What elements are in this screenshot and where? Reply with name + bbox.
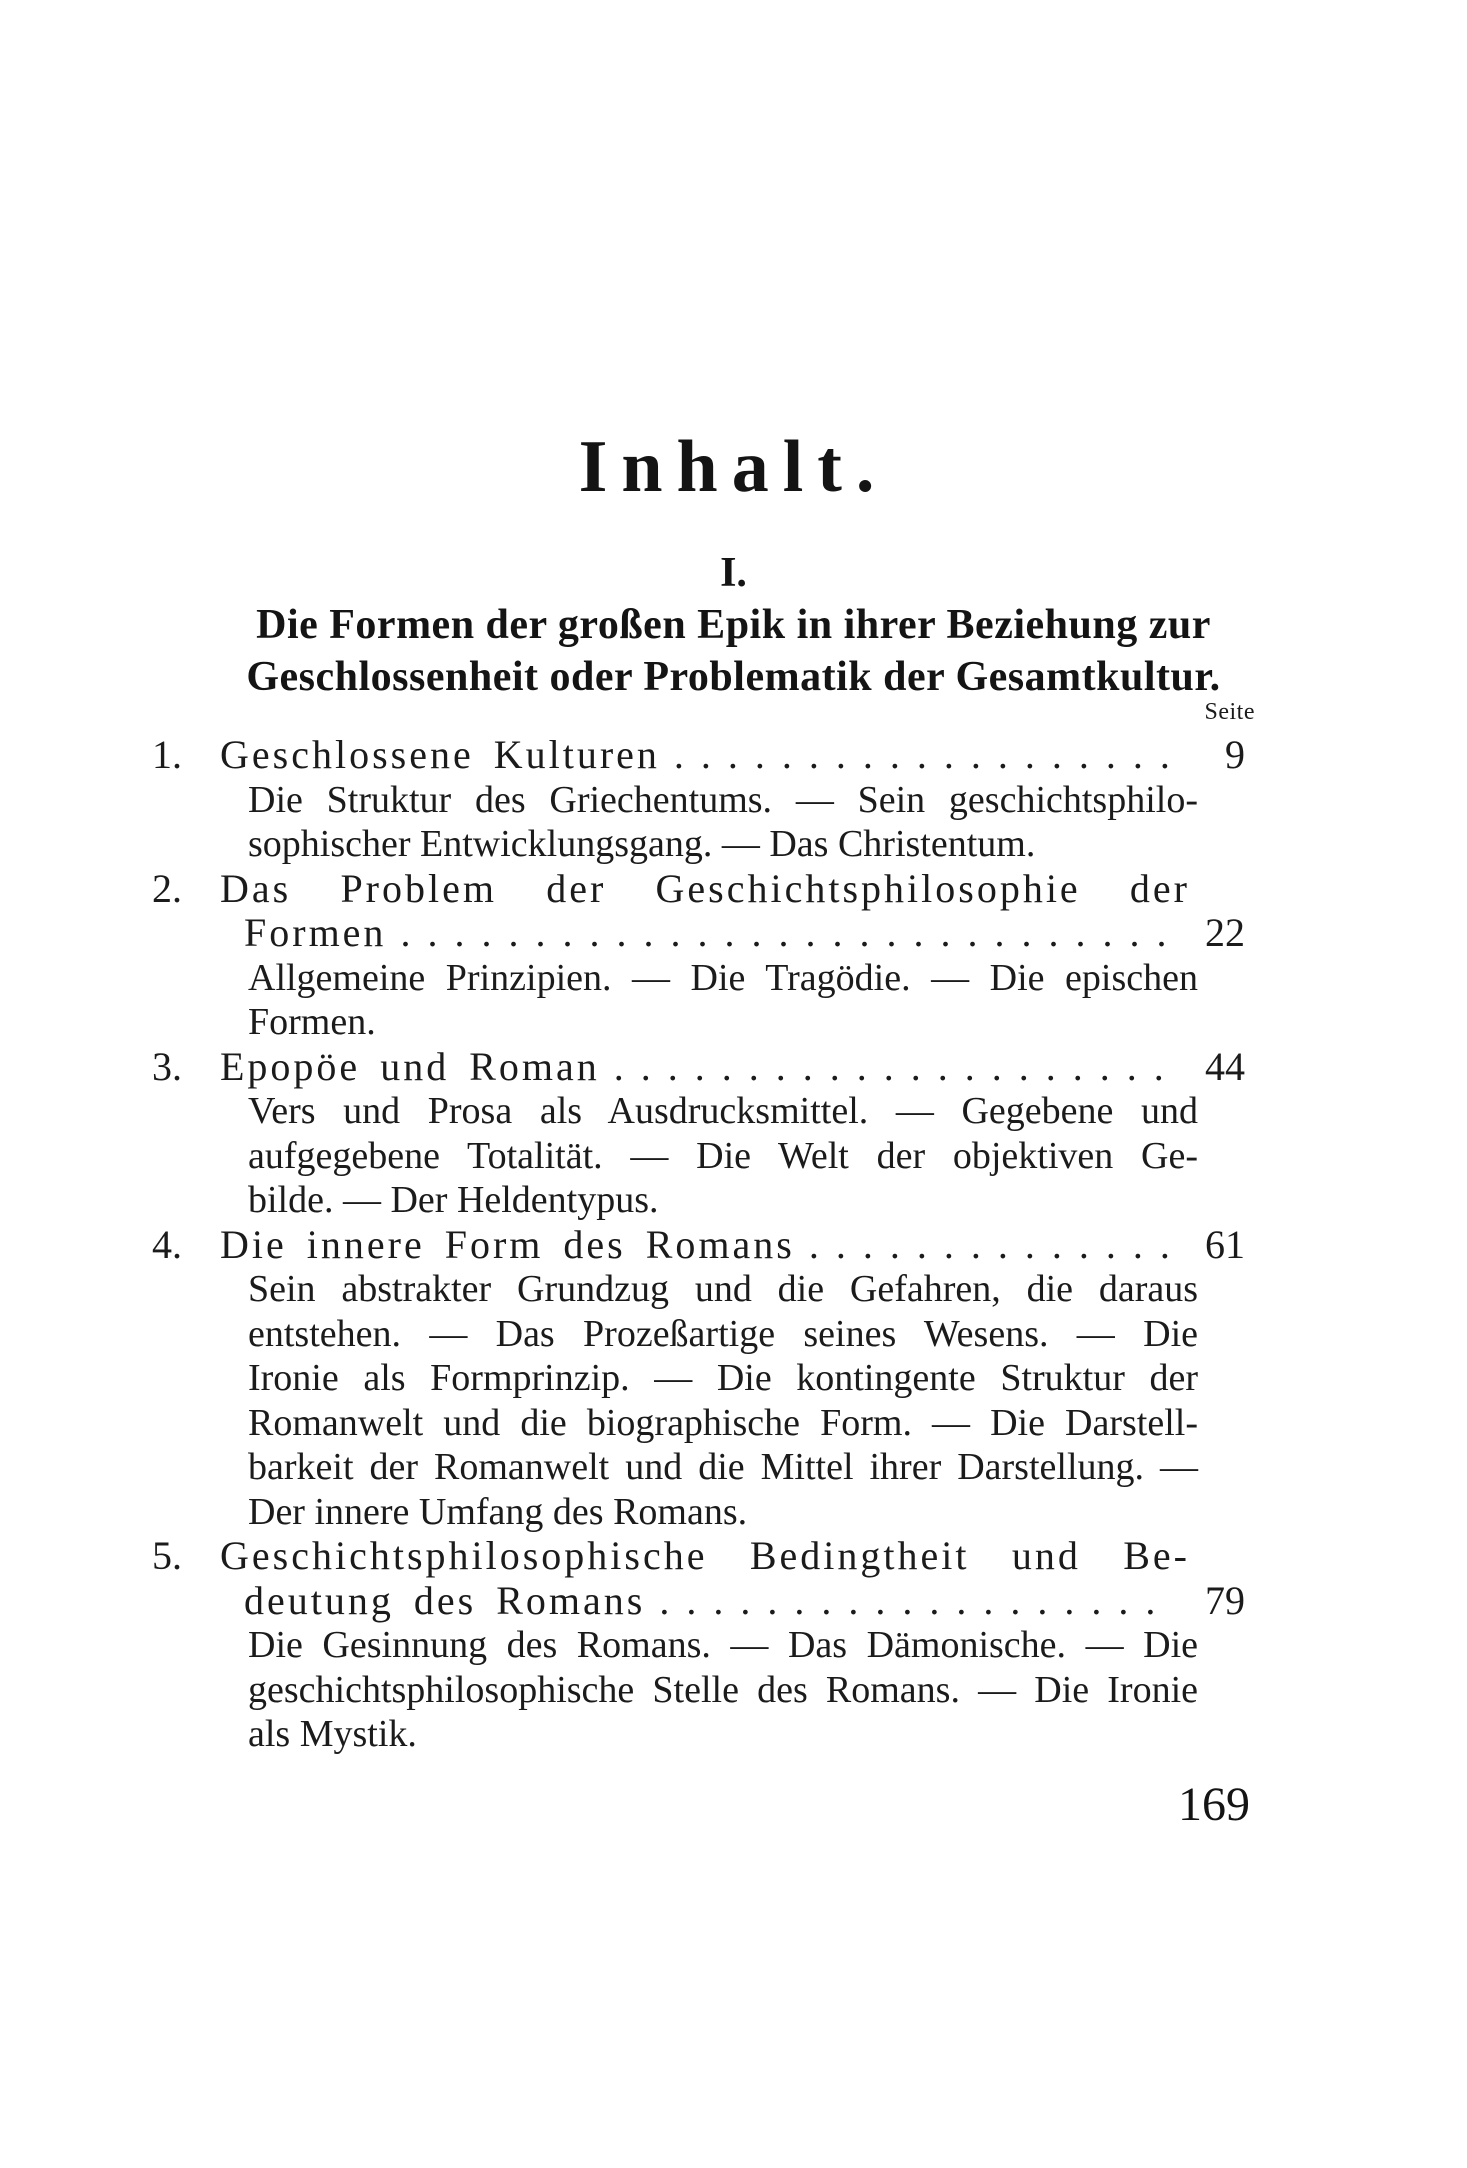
toc-entry-title-row [152, 1045, 1245, 1090]
entry-title: Geschichtsphilosophische Bedingtheit und Be- [220, 1533, 1190, 1578]
dot-leader [674, 733, 1170, 778]
entry-title-continued: deutung des Romans [244, 1577, 646, 1623]
description-line: Allgemeine Prinzipien. — Die Tragödie. — Die epischen [248, 956, 1198, 999]
entry-title: Geschlossene Kulturen [220, 732, 660, 777]
description-line: Ironie als Formprinzip. — Die kontingente Struktur der [248, 1357, 1198, 1399]
entry-title-continued: Formen [244, 910, 387, 955]
toc-entry-title-row [152, 867, 1245, 912]
entry-number: 3. [152, 1043, 182, 1089]
folio-page-number: 169 [1178, 1778, 1250, 1831]
description-line: sophischer Entwicklungsgang. — Das Christentum. [248, 823, 1036, 865]
toc-entry-2 [152, 867, 1245, 1045]
entry-description [152, 1623, 1245, 1757]
entry-page-number: 61 [1205, 1221, 1245, 1267]
entry-number: 4. [152, 1221, 182, 1267]
toc-entry-title-row-continued [152, 1579, 1245, 1624]
section-heading-line-2: Geschlossenheit oder Problematik der Gesamtkultur. [246, 654, 1221, 700]
description-line: Sein abstrakter Grundzug und die Gefahren, die daraus [248, 1268, 1198, 1310]
toc-entry-title-row [152, 1223, 1245, 1268]
toc-entry-5 [152, 1534, 1245, 1757]
page-title: Inhalt. [578, 426, 889, 508]
toc-entry-1 [152, 733, 1245, 867]
section-heading-line-1: Die Formen der großen Epik in ihrer Beziehung zur [256, 602, 1211, 648]
entry-page-number: 9 [1225, 732, 1245, 777]
description-line: geschichtsphilosophische Stelle des Romans. — Die Ironie [248, 1668, 1198, 1711]
dot-leader [614, 1045, 1170, 1090]
toc-entry-title-row [152, 733, 1245, 778]
description-line: aufgegebene Totalität. — Die Welt der objektiven Ge- [248, 1134, 1198, 1177]
entry-title: Die innere Form des Romans [220, 1221, 795, 1267]
toc-entry-3 [152, 1045, 1245, 1223]
entry-description [152, 1089, 1245, 1223]
table-of-contents [152, 733, 1245, 1757]
description-line: entstehen. — Das Prozeßartige seines Wesens. — Die [248, 1312, 1198, 1355]
entry-description [152, 956, 1245, 1045]
section-numeral: I. [720, 550, 747, 596]
description-line: Die Gesinnung des Romans. — Das Dämonische. — Die [248, 1624, 1198, 1666]
entry-number: 1. [152, 732, 182, 777]
description-line: Der innere Umfang des Romans. [248, 1490, 748, 1533]
dot-leader [659, 1579, 1170, 1624]
description-line: barkeit der Romanwelt und die Mittel ihrer Darstellung. — [248, 1446, 1198, 1488]
entry-description [152, 1267, 1245, 1534]
description-line: Vers und Prosa als Ausdrucksmittel. — Gegebene und [248, 1090, 1198, 1132]
entry-title: Epopöe und Roman [220, 1043, 600, 1089]
toc-entry-title-row [152, 1534, 1245, 1579]
entry-number: 2. [152, 865, 182, 911]
description-line: Romanwelt und die biographische Form. — Die Darstell- [248, 1401, 1198, 1444]
seite-column-label: Seite [1204, 699, 1255, 725]
description-line: bilde. — Der Heldentypus. [248, 1179, 659, 1221]
entry-page-number: 22 [1205, 910, 1245, 955]
description-line: als Mystik. [248, 1713, 417, 1755]
description-line: Formen. [248, 1001, 376, 1043]
section-heading [0, 599, 1467, 703]
entry-page-number: 79 [1205, 1577, 1245, 1623]
entry-page-number: 44 [1205, 1043, 1245, 1089]
entry-number: 5. [152, 1533, 182, 1578]
entry-description [152, 778, 1245, 867]
description-line: Die Struktur des Griechentums. — Sein geschichtsphilo- [248, 778, 1198, 821]
toc-entry-4 [152, 1223, 1245, 1535]
dot-leader [809, 1223, 1170, 1268]
dot-leader [400, 911, 1170, 956]
toc-entry-title-row-continued [152, 911, 1245, 956]
entry-title: Das Problem der Geschichtsphilosophie der [220, 865, 1190, 911]
